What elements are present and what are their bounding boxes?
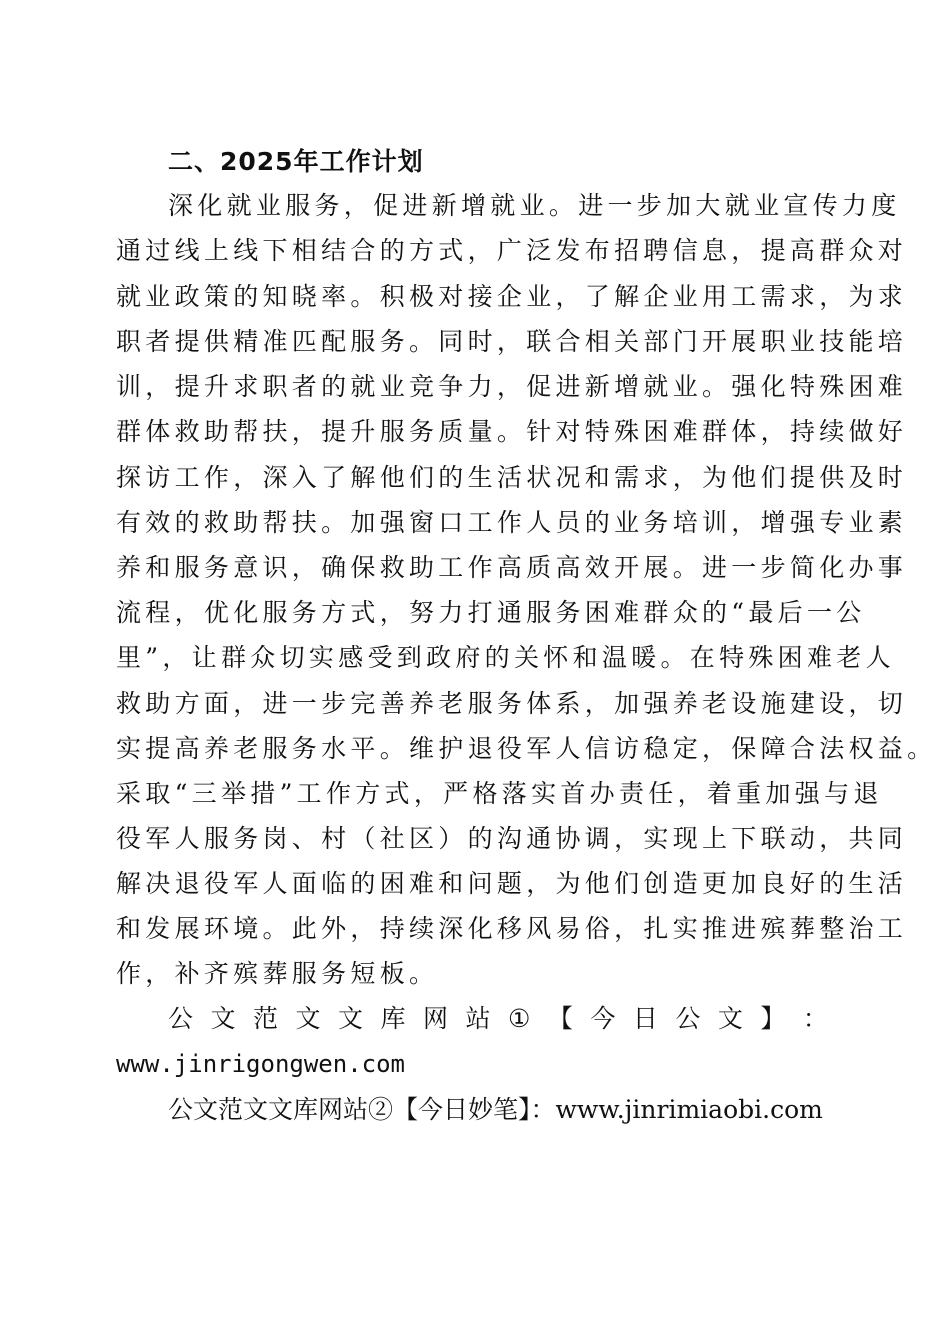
- paragraph-line: 役军人服务岗、村（社区）的沟通协调，实现上下联动，共同: [116, 824, 908, 853]
- paragraph-line: 救助方面，进一步完善养老服务体系，加强养老设施建设，切: [116, 689, 908, 718]
- section-heading: 二、2025年工作计划: [168, 147, 424, 176]
- site-link-1-label: [168, 997, 828, 1041]
- paragraph-line: 职者提供精准匹配服务。同时，联合相关部门开展职业技能培: [116, 327, 908, 356]
- site1-char: 文: [338, 1004, 364, 1033]
- paragraph-line: 探访工作，深入了解他们的生活状况和需求，为他们提供及时: [116, 463, 908, 492]
- paragraph-line: 流程，优化服务方式，努力打通服务困难群众的“最后一公: [116, 598, 866, 627]
- site1-char: 【: [547, 1004, 573, 1033]
- paragraph-line: 通过线上线下相结合的方式，广泛发布招聘信息，提高群众对: [116, 236, 908, 265]
- paragraph-line: 有效的救助帮扶。加强窗口工作人员的业务培训，增强专业素: [116, 508, 908, 537]
- paragraph-line: 作，补齐殡葬服务短板。: [116, 959, 439, 988]
- paragraph-line: 深化就业服务，促进新增就业。进一步加大就业宣传力度: [168, 191, 901, 220]
- site1-char: 】: [760, 1004, 786, 1033]
- site1-char: 公: [168, 1004, 194, 1033]
- site1-char: ①: [508, 1004, 531, 1033]
- paragraph-line: 就业政策的知晓率。积极对接企业，了解企业用工需求，为求: [116, 282, 908, 311]
- paragraph-line: 群体救助帮扶，提升服务质量。针对特殊困难群体，持续做好: [116, 417, 908, 446]
- site1-char: 范: [253, 1004, 279, 1033]
- paragraph-line: 和发展环境。此外，持续深化移风易俗，扎实推进殡葬整治工: [116, 914, 908, 943]
- site-link-2[interactable]: [168, 1088, 826, 1132]
- paragraph-line: 训，提升求职者的就业竞争力，促进新增就业。强化特殊困难: [116, 372, 908, 401]
- site-link-1-url[interactable]: www.jinrigongwen.com: [116, 1050, 405, 1078]
- site1-char: 库: [380, 1004, 406, 1033]
- site1-char: 文: [210, 1004, 236, 1033]
- site1-char: ：: [802, 1004, 828, 1033]
- site1-char: 文: [295, 1004, 321, 1033]
- site1-char: 网: [423, 1004, 449, 1033]
- site1-char: 文: [717, 1004, 743, 1033]
- paragraph-line: 里”，让群众切实感受到政府的关怀和温暖。在特殊困难老人: [116, 643, 895, 672]
- site1-char: 今: [590, 1004, 616, 1033]
- paragraph-line: 养和服务意识，确保救助工作高质高效开展。进一步简化办事: [116, 553, 908, 582]
- site-link-2-text[interactable]: 公文范文文库网站②【今日妙笔】：www.jinrimiaobi.com: [168, 1095, 823, 1124]
- site1-char: 站: [465, 1004, 491, 1033]
- paragraph-line: 实提高养老服务水平。维护退役军人信访稳定，保障合法权益。: [116, 734, 937, 763]
- paragraph-line: 采取“三举措”工作方式，严格落实首办责任，着重加强与退: [116, 779, 883, 808]
- site1-char: 日: [632, 1004, 658, 1033]
- site1-char: 公: [675, 1004, 701, 1033]
- paragraph-line: 解决退役军人面临的困难和问题，为他们创造更加良好的生活: [116, 869, 908, 898]
